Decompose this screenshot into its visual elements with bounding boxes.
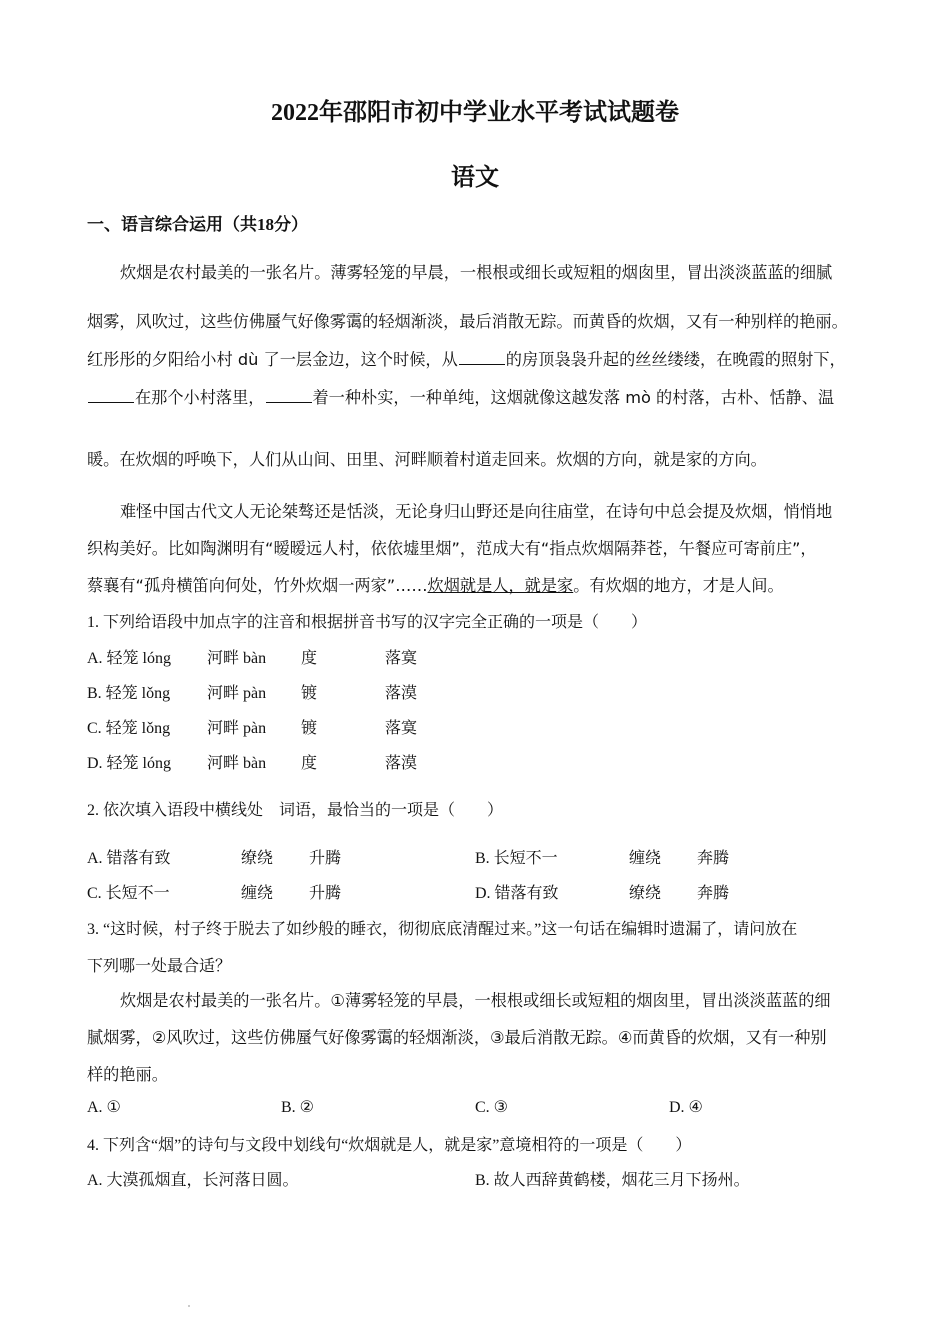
q1-b-col1: B. 轻笼 lǒng [87, 685, 171, 702]
q1-c-col3: 镀 [301, 720, 318, 737]
passage-text: 的房顶袅袅升起的丝丝缕缕，在晚霞的照射下， [505, 350, 846, 369]
q3-option-b: B. ② [281, 1099, 315, 1116]
q1-b-col3: 镀 [301, 685, 318, 702]
q1-a-col3: 度 [301, 650, 318, 667]
q1-b-col2: 河畔 pàn [207, 685, 267, 702]
q2-d-col1: D. 错落有致 [475, 885, 559, 902]
q1-d-col1: D. 轻笼 lóng [87, 755, 172, 772]
subject-title: 语文 [451, 165, 499, 191]
passage-text: 蔡襄有“孤舟横笛向何处，竹外炊烟一两家”…… [87, 576, 428, 595]
q1-c-col4: 落寞 [385, 720, 418, 737]
passage-line: 炊烟是农村最美的一张名片。薄雾轻笼的早晨，一根根或细长或短粗的烟囱里，冒出淡淡蓝蓝的细腻 [120, 263, 833, 282]
q1-a-col2: 河畔 bàn [207, 650, 267, 667]
q2-c-col3: 升腾 [309, 885, 342, 902]
q3-option-a: A. ① [87, 1099, 121, 1116]
q2-a-col2: 缭绕 [241, 850, 274, 867]
passage-line: 暖。在炊烟的呼唤下，人们从山间、田里、河畔顺着村道走回来。炊烟的方向，就是家的方向。 [87, 450, 767, 469]
question-1-stem: 1. 下列给语段中加点字的注音和根据拼音书写的汉字完全正确的一项是（ ） [87, 614, 648, 631]
q2-b-col2: 缠绕 [629, 850, 662, 867]
passage-text: 红彤彤的夕阳给小村 dù 了一层金边，这个时候，从 [87, 350, 458, 369]
q2-d-col3: 奔腾 [697, 885, 730, 902]
q3-option-c: C. ③ [475, 1099, 509, 1116]
q2-a-col3: 升腾 [309, 850, 342, 867]
fill-blank [459, 350, 505, 365]
question-4-stem: 4. 下列含“烟”的诗句与文段中划线句“炊烟就是人，就是家”意境相符的一项是（ ） [87, 1137, 692, 1154]
underlined-sentence: 炊烟就是人，就是家 [427, 576, 574, 595]
fill-blank [88, 388, 134, 403]
q1-c-col1: C. 轻笼 lǒng [87, 720, 171, 737]
q1-b-col4: 落漠 [385, 685, 418, 702]
passage-line [87, 572, 784, 596]
q3-option-d: D. ④ [669, 1099, 703, 1116]
q4-option-a: A. 大漠孤烟直，长河落日圆。 [87, 1172, 299, 1189]
q2-a-col1: A. 错落有致 [87, 850, 171, 867]
q2-d-col2: 缭绕 [629, 885, 662, 902]
q2-c-col1: C. 长短不一 [87, 885, 170, 902]
q3-passage-line: 样的艳丽。 [87, 1065, 168, 1084]
q1-a-col1: A. 轻笼 lóng [87, 650, 172, 667]
q1-c-col2: 河畔 pàn [207, 720, 267, 737]
passage-line: 难怪中国古代文人无论桀骜还是恬淡，无论身归山野还是向往庙堂，在诗句中总会提及炊烟，悄悄地 [120, 502, 833, 521]
q4-option-b: B. 故人西辞黄鹤楼，烟花三月下扬州。 [475, 1172, 750, 1189]
question-3-stem: 下列哪一处最合适？ [87, 958, 232, 975]
q3-passage-line: 炊烟是农村最美的一张名片。①薄雾轻笼的早晨，一根根或细长或短粗的烟囱里，冒出淡淡蓝蓝的细 [120, 991, 831, 1010]
passage-text: 。有炊烟的地方，才是人间。 [573, 576, 784, 595]
q1-a-col4: 落寞 [385, 650, 418, 667]
question-2-stem: 2. 依次填入语段中横线处 词语，最恰当的一项是（ ） [87, 802, 504, 819]
q2-b-col3: 奔腾 [697, 850, 730, 867]
q1-d-col3: 度 [301, 755, 318, 772]
q1-d-col2: 河畔 bàn [207, 755, 267, 772]
passage-line: 织构美好。比如陶渊明有“暧暧远人村，依依墟里烟”，范成大有“指点炊烟隔莽苍，午餐应可寄前庄”， [87, 539, 817, 558]
footer-mark [188, 1305, 190, 1307]
passage-text: 在那个小村落里， [135, 388, 265, 407]
passage-text: 着一种朴实，一种单纯，这烟就像这越发落 mò 的村落，古朴、恬静、温 [312, 388, 835, 407]
q3-passage-line: 腻烟雾，②风吹过，这些仿佛蜃气好像雾霭的轻烟渐淡，③最后消散无踪。④而黄昏的炊烟，又有一种别 [87, 1028, 827, 1047]
fill-blank [266, 388, 312, 403]
q2-b-col1: B. 长短不一 [475, 850, 558, 867]
q1-d-col4: 落漠 [385, 755, 418, 772]
passage-line [87, 384, 834, 408]
exam-title: 2022年邵阳市初中学业水平考试试题卷 [271, 100, 679, 126]
section-heading: 一、语言综合运用（共18分） [87, 215, 308, 234]
question-3-stem: 3. “这时候，村子终于脱去了如纱般的睡衣，彻彻底底清醒过来。”这一句话在编辑时遗漏了，请问放在 [87, 921, 798, 938]
passage-line [87, 346, 846, 370]
passage-line: 烟雾，风吹过，这些仿佛蜃气好像雾霭的轻烟渐淡，最后消散无踪。而黄昏的炊烟，又有一种别样的艳丽。 [87, 312, 848, 331]
q2-c-col2: 缠绕 [241, 885, 274, 902]
